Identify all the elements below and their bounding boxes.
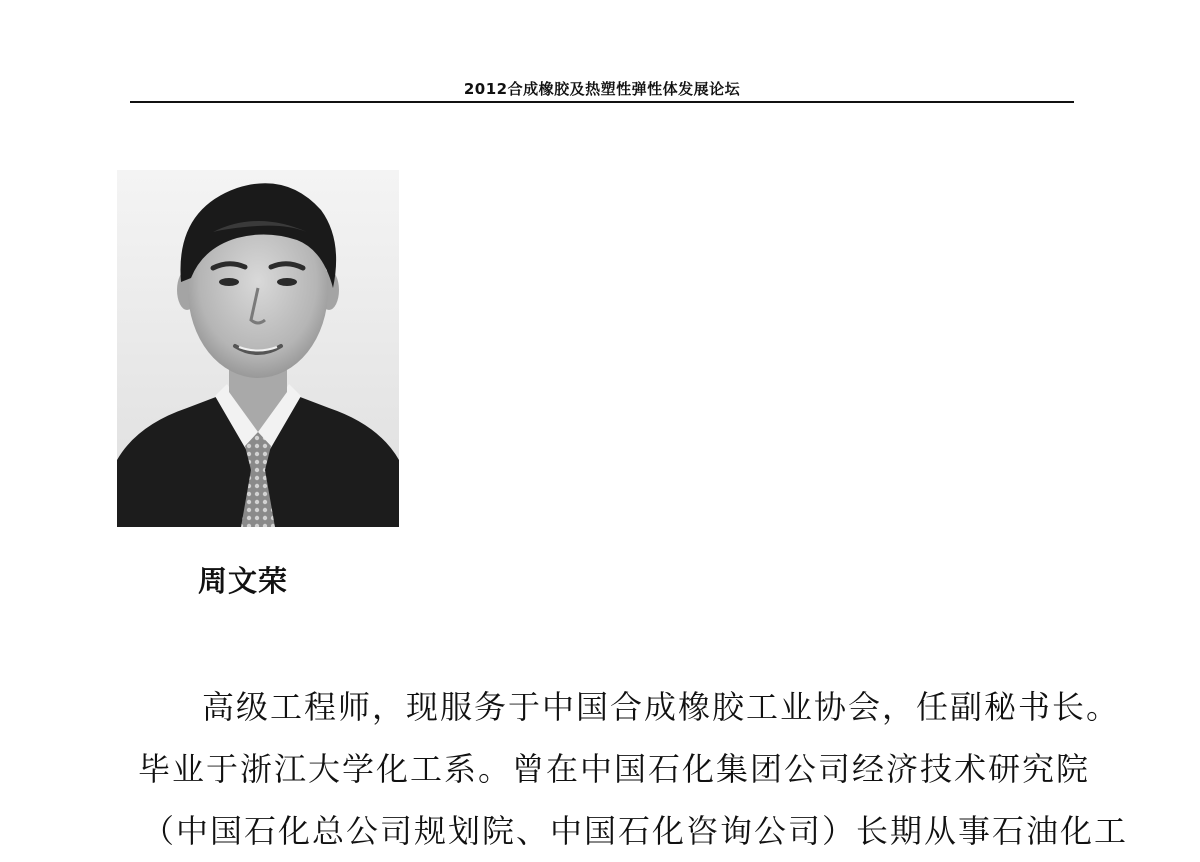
bio-line: 毕业于浙江大学化工系。曾在中国石化集团公司经济技术研究院	[138, 750, 1091, 788]
header-rule	[130, 101, 1074, 103]
portrait-illustration	[117, 170, 399, 527]
running-header: 2012合成橡胶及热塑性弹性体发展论坛	[463, 80, 741, 98]
bio-paragraph	[138, 676, 1129, 862]
person-name: 周文荣	[198, 564, 289, 598]
bio-line: 高级工程师，现服务于中国合成橡胶工业协会，任副秘书长。	[202, 688, 1121, 726]
portrait-photo	[117, 170, 399, 527]
bio-line: （中国石化总公司规划院、中国石化咨询公司）长期从事石油化工	[142, 812, 1129, 850]
